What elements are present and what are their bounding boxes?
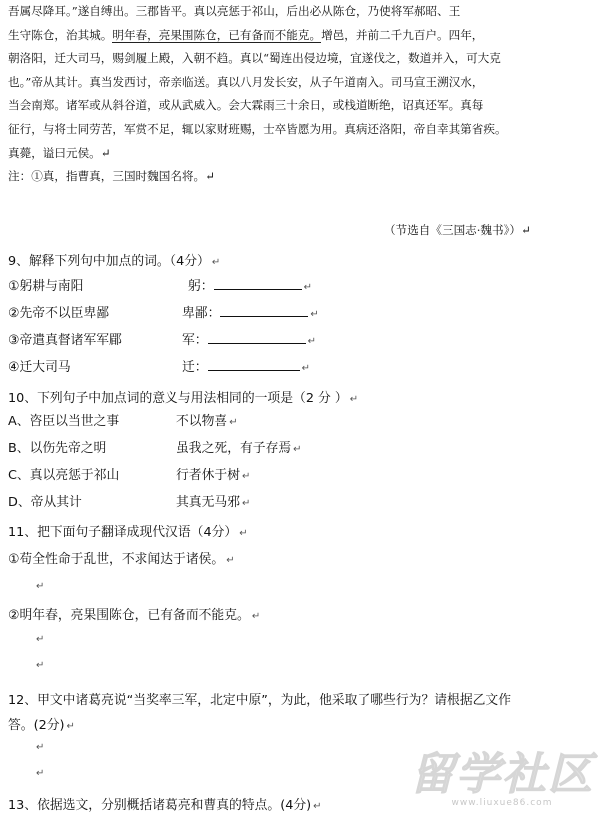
q9-item-1: ①躬耕与南阳 (8, 279, 84, 294)
passage (8, 0, 588, 189)
passage-line: 吾属尽降耳。”遂自缚出。三郡皆平。真以亮惩于祁山，后出必从陈仓，乃使将军郝昭、王 (8, 4, 461, 18)
q9-item-4: ④迁大司马 (8, 360, 71, 375)
q9-answer-1: 躬： ↵ (188, 279, 312, 294)
passage-line (8, 24, 588, 48)
watermark-text: 留学社区 (410, 749, 594, 800)
empty-line: ↵ (36, 768, 45, 779)
q10-option-d: D、帝从其计 (8, 495, 82, 510)
q10-option-a-compare: 不以物喜 ↵ (176, 414, 238, 429)
question-9-title: 9、解释下列句中加点的词。（4分） ↵ (8, 254, 221, 269)
q10-option-b: B、以伤先帝之明 (8, 441, 107, 456)
q10-option-c-compare: 行者休于树 ↵ (176, 468, 251, 483)
q10-option-a: A、咨臣以当世之事 (8, 414, 120, 429)
q10-option-b-compare: 虽我之死，有子存焉 ↵ (176, 441, 302, 456)
question-11-title: 11、把下面句子翻译成现代汉语（4分） ↵ (8, 525, 248, 540)
question-13-title: 13、依据选文，分别概括诸葛亮和曹真的特点。(4分) ↵ (8, 798, 322, 813)
empty-line: ↵ (36, 660, 45, 671)
answer-blank[interactable] (208, 332, 306, 344)
passage-line: 征行，与将士同劳苦，军赏不足，辄以家财班赐，士卒皆愿为用。真病还洛阳，帝自幸其第省疾。 (8, 121, 507, 136)
q10-option-d-compare: 其真无马邪 ↵ (176, 495, 251, 510)
question-12-line-1: 12、甲文中诸葛亮说“当奖率三军，北定中原”，为此，他采取了哪些行为？请根据乙文作 (8, 693, 512, 708)
answer-blank[interactable] (208, 359, 300, 371)
watermark-logo (410, 749, 594, 808)
empty-line: ↵ (36, 742, 45, 753)
question-10-title: 10、下列句子中加点词的意义与用法相同的一项是（2 分 ） ↵ (8, 391, 359, 406)
empty-line: ↵ (36, 581, 45, 592)
q9-answer-2: 卑鄙： ↵ (182, 306, 319, 321)
passage-line: 朝洛阳，迁大司马，赐剑履上殿，入朝不趋。真以“蜀连出侵边境，宜遂伐之，数道并入，可大克 (8, 51, 501, 66)
watermark-url: www.liuxue86.com (451, 798, 553, 808)
passage-line: 当会南郑。诸军或从斜谷道，或从武威入。会大霖雨三十余日，或栈道断绝，诏真还军。真每 (8, 98, 484, 113)
empty-line: ↵ (36, 634, 45, 645)
question-12-line-2: 答。(2分) ↵ (8, 718, 75, 733)
q10-option-c: C、真以亮惩于祁山 (8, 468, 120, 483)
q9-answer-3: 军： ↵ (182, 333, 316, 348)
answer-blank[interactable] (214, 278, 302, 290)
passage-line: 也。”帝从其计。真当发西讨，帝亲临送。真以八月发长安，从子午道南入。司马宣王溯汉水， (8, 74, 484, 89)
q11-sentence-2: ②明年春，亮果围陈仓，已有备而不能克。 ↵ (8, 608, 261, 623)
q11-sentence-1: ①苟全性命于乱世，不求闻达于诸侯。 ↵ (8, 552, 235, 567)
q9-item-2: ②先帝不以臣卑鄙 (8, 306, 110, 321)
q9-answer-4: 迁： ↵ (182, 360, 310, 375)
passage-line: 真薨，谥曰元侯。↵ (8, 145, 111, 160)
source-citation: （节选自《三国志·魏书》）↵ (384, 223, 531, 237)
answer-blank[interactable] (220, 305, 308, 317)
annotation-note: 注：①真，指曹真，三国时魏国名将。↵ (8, 169, 215, 184)
q9-item-3: ③帝遣真督诸军军郿 (8, 333, 122, 348)
underlined-sentence: 明年春，亮果围陈仓，已有备而不能克。 (112, 27, 322, 42)
passage-line-text: 生守陈仓，治其城。明年春，亮果围陈仓，已有备而不能克。增邑，并前二千九百户。四年， (8, 27, 484, 42)
